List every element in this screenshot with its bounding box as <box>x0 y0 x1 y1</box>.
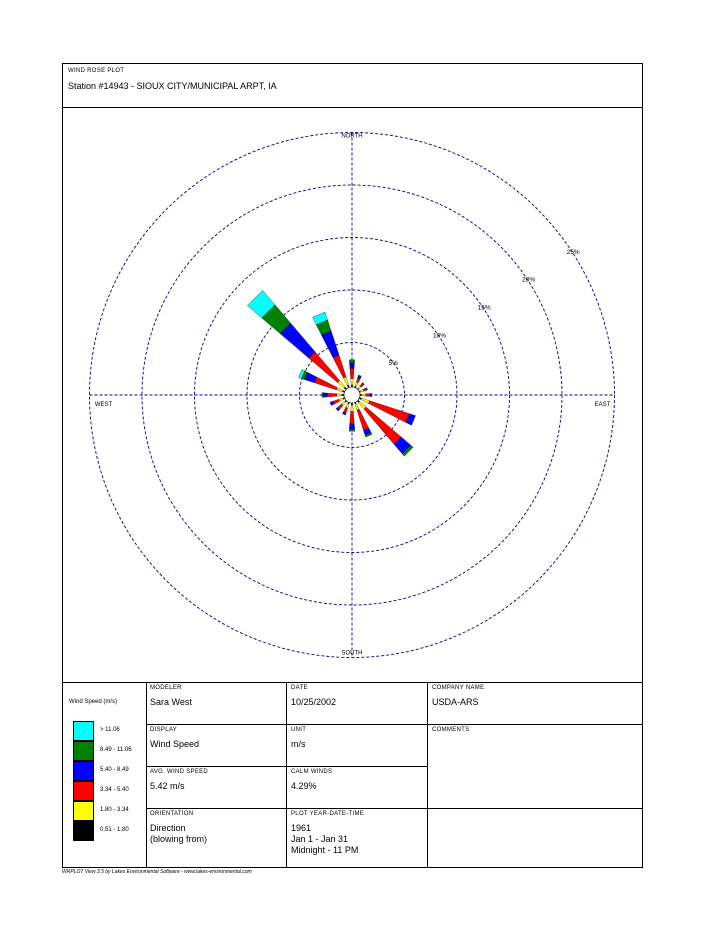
calm-winds-cell <box>287 767 428 809</box>
wedge-NNW-bin-4 <box>321 331 339 358</box>
modeler-value: Sara West <box>150 697 192 707</box>
wedge-NNW-bin-3 <box>333 355 346 378</box>
wedge-E-bin-3 <box>366 394 370 397</box>
wedge-S-bin-5 <box>349 429 355 431</box>
display-value: Wind Speed <box>150 739 200 749</box>
legend-label-bin-1: 0.51 - 1.80 <box>100 827 129 833</box>
wedge-S-bin-2 <box>351 405 354 411</box>
plot-time-cell <box>287 809 428 868</box>
wedge-ESE-bin-2 <box>361 398 370 403</box>
label-east: EAST <box>594 402 611 408</box>
unit-cell <box>287 725 428 767</box>
legend-label-bin-5: 8.49 - 11.06 <box>100 747 132 753</box>
legend-label-bin-6: > 11.06 <box>100 727 120 733</box>
avg-speed-label: AVG. WIND SPEED <box>150 769 209 775</box>
ring-label-15: 15% <box>477 304 491 312</box>
label-south: SOUTH <box>341 650 363 657</box>
legend-swatch-bin-5 <box>73 741 94 761</box>
plot-time-line-2: Jan 1 - Jan 31 <box>291 834 349 844</box>
legend-label-bin-3: 3.34 - 5.40 <box>100 787 129 793</box>
empty-cell <box>428 809 642 868</box>
station-title: Station #14943 - SIOUX CITY/MUNICIPAL ARPT, IA <box>68 81 277 91</box>
wedge-N-bin-2 <box>351 379 354 385</box>
modeler-label: MODELER <box>150 685 182 691</box>
wedge-WNW-bin-2 <box>336 388 343 392</box>
legend-title: Wind Speed (m/s) <box>69 699 118 705</box>
wedge-N-bin-5 <box>349 360 355 363</box>
legend-swatch-bin-2 <box>73 801 94 821</box>
wedge-N-bin-1 <box>351 385 353 387</box>
modeler-cell <box>146 683 287 725</box>
calm-winds-label: CALM WINDS <box>291 769 333 775</box>
company-cell <box>428 683 642 725</box>
date-label: DATE <box>291 685 308 691</box>
legend-label-bin-2: 1.80 - 3.34 <box>100 807 129 813</box>
wedge-W-bin-3 <box>327 393 336 397</box>
wedge-SSE-bin-2 <box>355 404 359 411</box>
display-cell <box>146 725 287 767</box>
wedge-S-bin-3 <box>350 411 355 424</box>
plot-time-line-3: Midnight - 11 PM <box>291 845 359 855</box>
wedge-S-bin-1 <box>351 403 353 405</box>
wind-rose-plot-area <box>63 108 642 682</box>
report-header <box>63 64 642 108</box>
legend-swatch-bin-4 <box>73 761 94 781</box>
comments-label: COMMENTS <box>432 727 470 733</box>
legend-swatch-bin-6 <box>73 721 94 741</box>
display-label: DISPLAY <box>150 727 177 733</box>
avg-speed-cell <box>146 767 287 809</box>
wedge-N-bin-4 <box>350 363 355 368</box>
wedge-E-bin-4 <box>370 393 372 396</box>
wedge-W-bin-5 <box>322 393 323 398</box>
wind-rose-report <box>62 63 643 868</box>
wedge-E-bin-2 <box>362 394 366 396</box>
calm-winds-value: 4.29% <box>291 781 317 791</box>
calm-circle <box>344 387 360 403</box>
orientation-line-2: (blowing from) <box>150 834 208 844</box>
info-panel <box>63 682 642 868</box>
wedge-NNW-bin-2 <box>343 377 348 386</box>
orientation-cell <box>146 809 287 868</box>
avg-speed-value: 5.42 m/s <box>150 781 185 791</box>
ring-label-5: 5% <box>388 360 398 368</box>
company-label: COMPANY NAME <box>432 685 485 691</box>
label-north: NORTH <box>341 133 363 140</box>
wedge-W-bin-1 <box>342 394 344 396</box>
wedge-W-bin-4 <box>323 393 327 398</box>
company-value: USDA-ARS <box>432 697 479 707</box>
speed-legend <box>63 683 147 868</box>
legend-swatch-bin-1 <box>73 821 94 841</box>
legend-label-bin-4: 5.40 - 8.49 <box>100 767 129 773</box>
ring-label-25: 25% <box>566 248 580 256</box>
wind-rose-chart <box>63 108 642 682</box>
date-cell <box>287 683 428 725</box>
orientation-label: ORIENTATION <box>150 811 194 817</box>
ring-label-20: 20% <box>522 276 536 284</box>
date-value: 10/25/2002 <box>291 697 337 707</box>
label-west: WEST <box>94 402 113 408</box>
unit-label: UNIT <box>291 727 307 733</box>
ring-label-10: 10% <box>433 332 447 340</box>
wedge-S-bin-4 <box>349 424 354 429</box>
wedge-N-bin-3 <box>350 368 354 379</box>
legend-swatch-bin-3 <box>73 781 94 801</box>
comments-cell <box>428 725 642 809</box>
orientation-line-1: Direction <box>150 823 186 833</box>
report-type-label: WIND ROSE PLOT <box>68 68 125 74</box>
software-credit: WRPLOT View 3.5 by Lakes Environmental Software - www.lakes-environmental.com <box>62 869 252 875</box>
plot-time-line-1: 1961 <box>291 823 312 833</box>
unit-value: m/s <box>291 739 306 749</box>
wedge-W-bin-2 <box>337 394 342 396</box>
plot-time-label: PLOT YEAR-DATE-TIME <box>291 811 365 817</box>
